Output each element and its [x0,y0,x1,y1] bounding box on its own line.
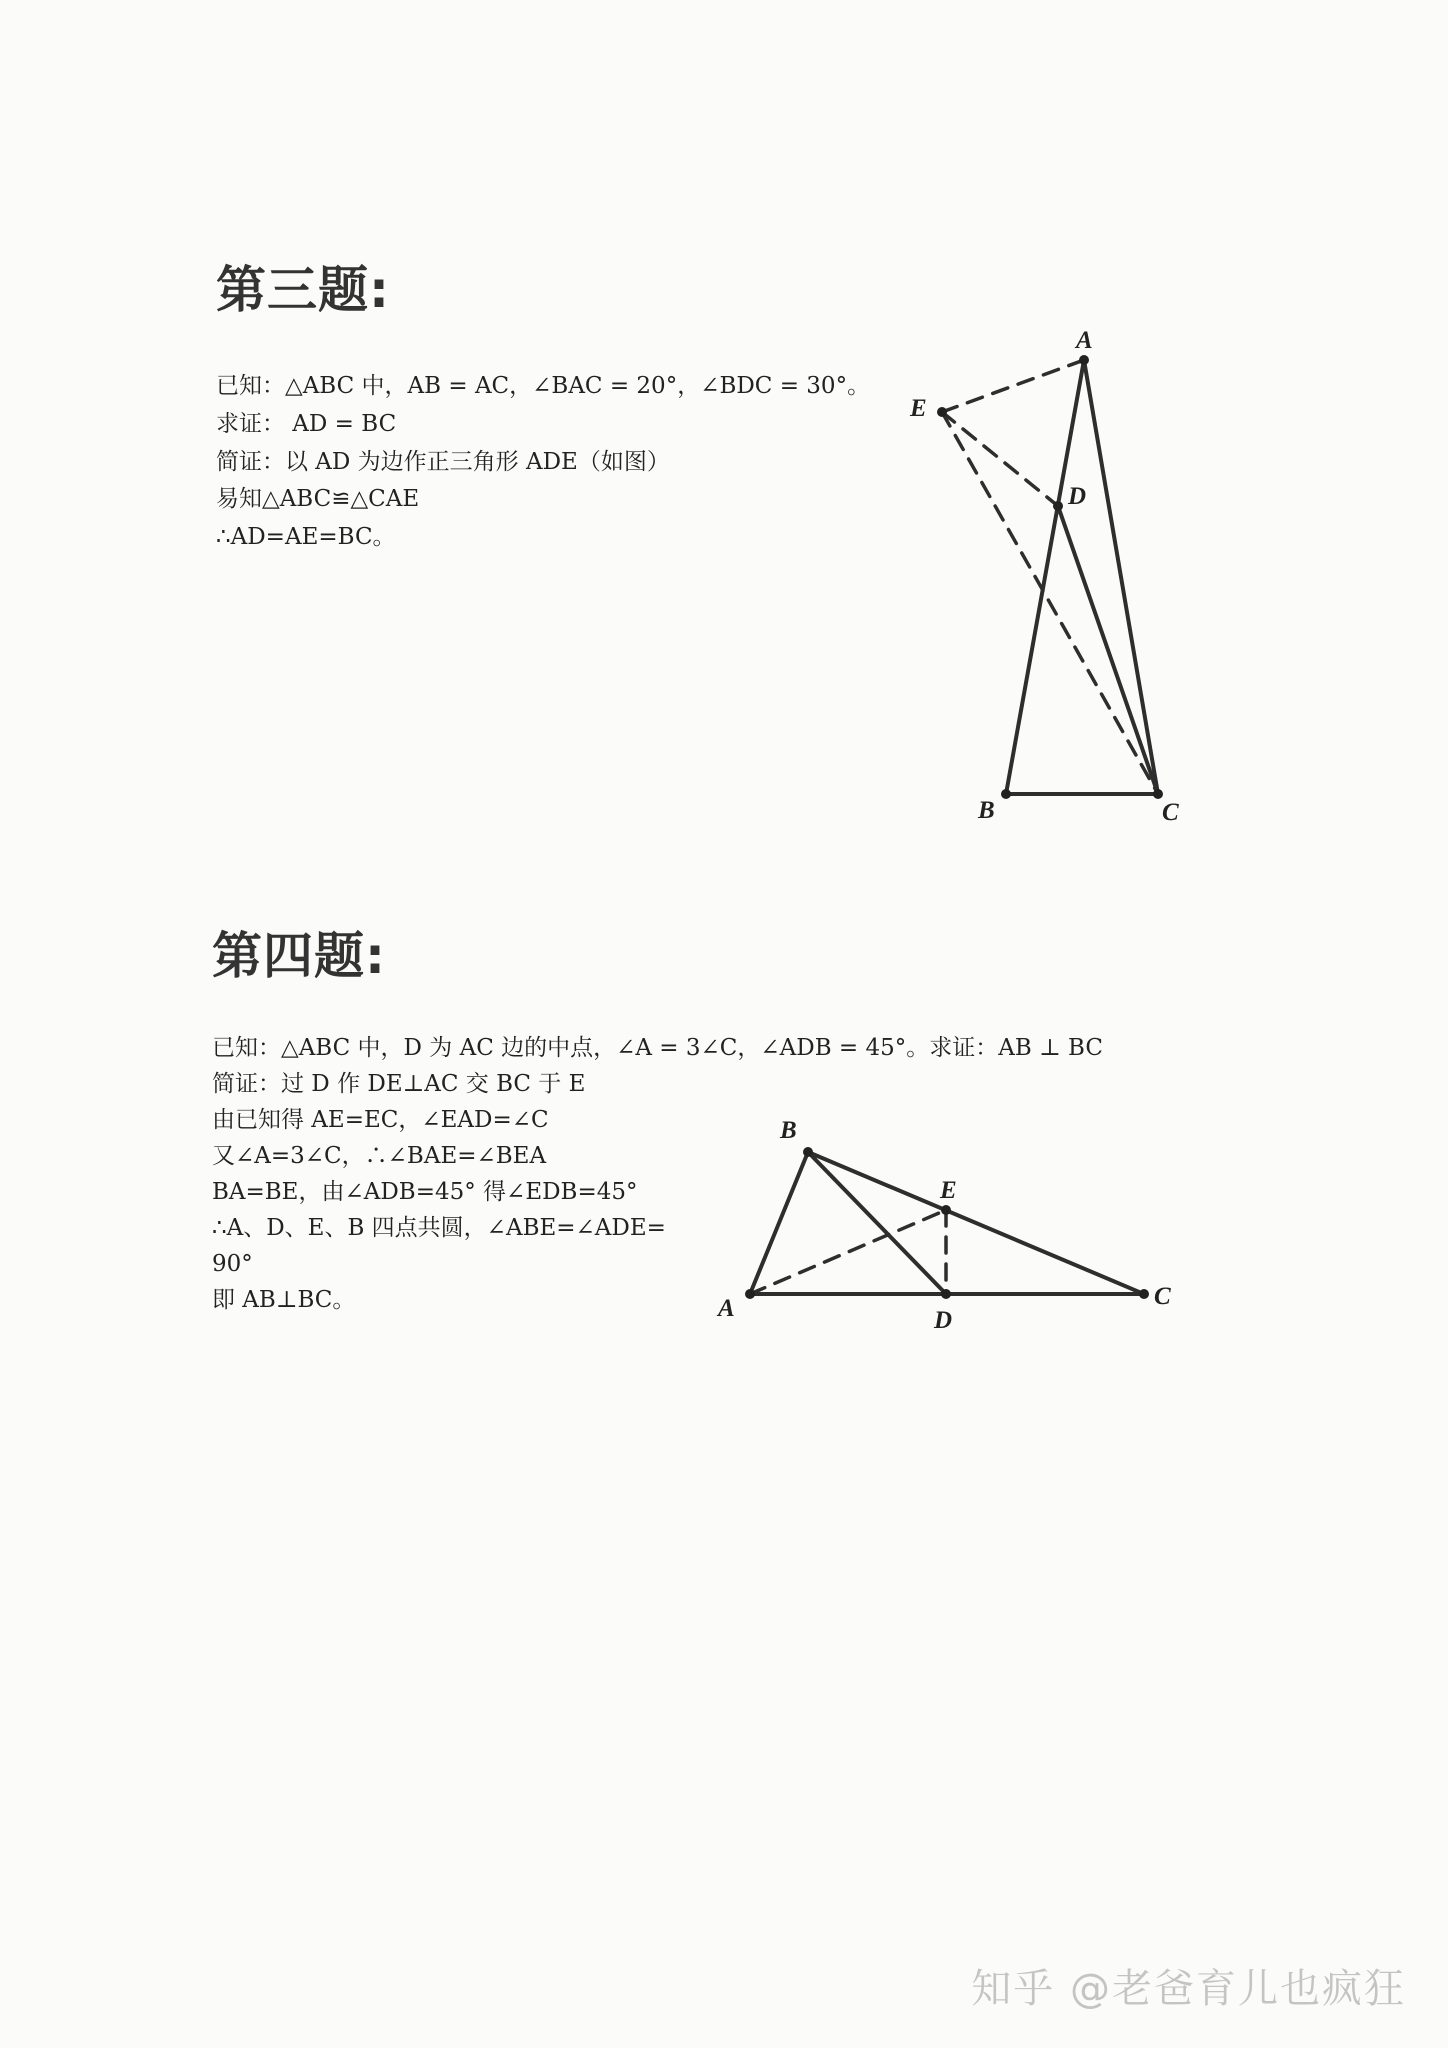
label-c: C [1154,1283,1171,1310]
label-a: A [718,1295,735,1322]
label-d: D [1068,483,1087,510]
segment-dc [1058,506,1158,794]
segment-ea-dashed [942,360,1084,412]
point-c [1139,1289,1149,1299]
point-a [1079,355,1089,365]
segment-bc [808,1152,1144,1294]
point-e [937,407,947,417]
segment-bd [808,1152,946,1294]
problem3-line-2: 求证： AD = BC [216,411,397,437]
point-b [1001,789,1011,799]
label-e: E [940,1177,957,1204]
label-b: B [978,797,995,824]
segment-ab [1006,360,1087,794]
label-b: B [780,1117,797,1144]
problem4-line-2: 简证：过 D 作 DE⊥AC 交 BC 于 E [212,1071,586,1097]
label-a: A [1076,327,1093,354]
problem4-line-6: ∴A、D、E、B 四点共圆，∠ABE=∠ADE= [212,1215,666,1241]
problem4-line-1: 已知：△ABC 中，D 为 AC 边的中点，∠A = 3∠C，∠ADB = 45°。求证：AB ⊥ BC [212,1035,1103,1061]
watermark: 知乎 @老爸育儿也疯狂 [971,1966,1406,2012]
point-c [1153,789,1163,799]
problem3-line-5: ∴AD=AE=BC。 [216,524,396,550]
problem4-line-4: 又∠A=3∠C，∴∠BAE=∠BEA [212,1143,547,1169]
problem4-line-8: 即 AB⊥BC。 [212,1287,356,1313]
point-a [745,1289,755,1299]
label-c: C [1162,799,1179,826]
problem3-heading: 第三题: [216,261,390,319]
label-d: D [934,1307,953,1334]
problem3-figure [880,310,1200,830]
point-d [1053,501,1063,511]
label-e: E [910,395,927,422]
problem4-line-7: 90° [212,1251,253,1277]
problem4-heading: 第四题: [212,927,386,985]
problem3-line-3: 简证：以 AD 为边作正三角形 ADE（如图） [216,449,670,475]
segment-ed-dashed [942,412,1058,506]
problem3-line-4: 易知△ABC≌△CAE [216,486,420,512]
problem4-line-5: BA=BE，由∠ADB=45° 得∠EDB=45° [212,1179,638,1205]
problem4-line-3: 由已知得 AE=EC，∠EAD=∠C [212,1107,549,1133]
point-d [941,1289,951,1299]
point-e [941,1205,951,1215]
problem4-figure [690,1100,1190,1340]
point-b [803,1147,813,1157]
problem3-line-1: 已知：△ABC 中，AB = AC，∠BAC = 20°，∠BDC = 30°。 [216,373,871,399]
